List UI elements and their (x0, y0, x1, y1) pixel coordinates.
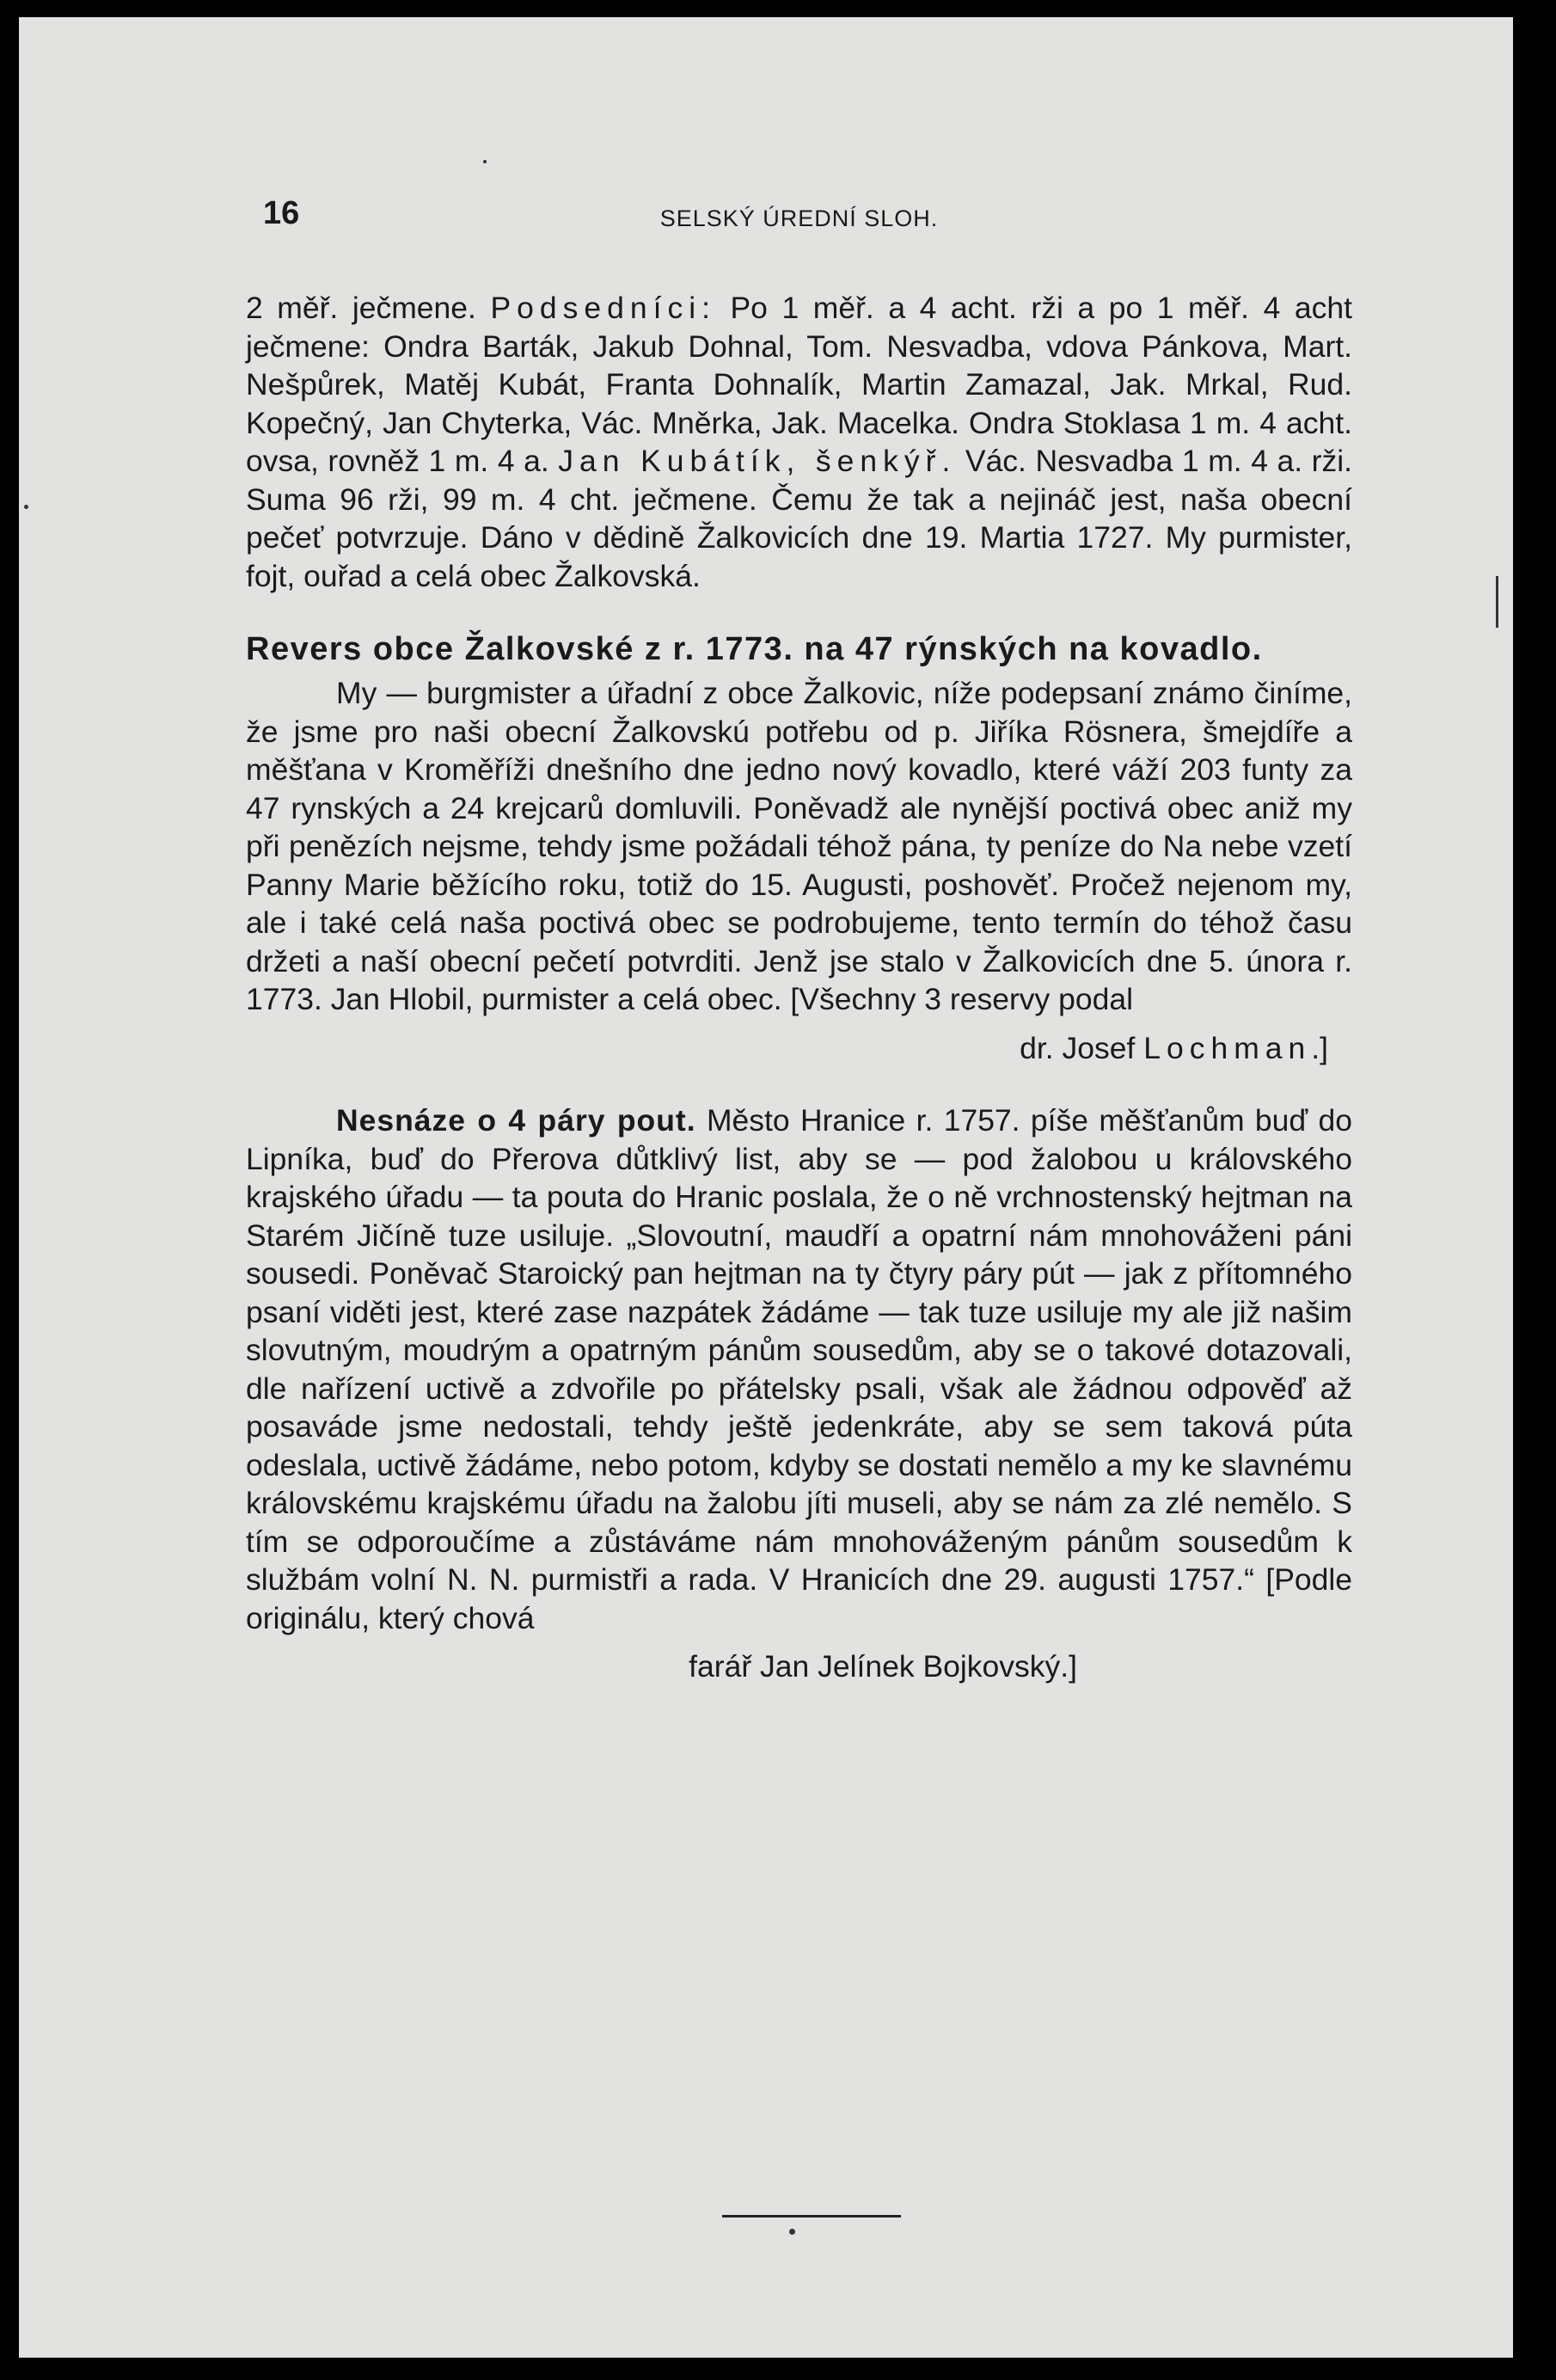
para1-body: Po 1 měř. a 4 acht. rži a po 1 měř. 4 acht ječmene: Ondra Barták, Jakub Dohnal, Tom. Nesvadba, vdova Pánkova, Mart. Nešpůrek, Matěj Kubát, Franta Dohnalík, Martin Zamazal, Jak. Mrkal, Rud. Kopečný, Jan Chyterka, Vác. Mněrka, Jak. Macelka. Ondra Stoklasa 1 m. 4 acht. ovsa, rovněž 1 m. 4 a. (246, 291, 1352, 478)
section-heading-revers: Revers obce Žalkovské z r. 1773. na 47 rýnských na kovadlo. (246, 631, 1263, 667)
signature-jelinek: farář Jan Jelínek Bojkovský.] (689, 1649, 1077, 1684)
running-title: SELSKÝ ÚREDNÍ SLOH. (659, 205, 939, 231)
ink-mark (1496, 576, 1498, 628)
end-rule (722, 2215, 901, 2217)
paragraph-revers: My — burgmister a úřadní z obce Žalkovic, níže podepsaní známo činíme, že jsme pro naši obecní Žalkovskú potřebu od p. Jiříka Rösnera, šmejdíře a měšťana v Kroměříži dnešního dne jedno nový kovadlo, které váží 203 funty za 47 rynských a 24 krejcarů domluvili. Poněvadž ale nynější poctivá obec aniž my při penězích nejsme, tehdy jsme požádali téhož pána, ty peníze do Na nebe vzetí Panny Marie běžícího roku, totiž do 15. Augusti, poshověť. Pročež nejenom my, ale i také celá naša poctivá obec se podrobujeme, tento termín do téhož času držeti a naší obecní pečetí potvrditi. Jenž jse stalo v Žalkovicích dne 5. února r. 1773. Jan Hlobil, purmister a celá obec. [Všechny 3 reservy podal (246, 676, 1352, 1016)
spaced-label-podsednici: Podsedníci: (490, 291, 716, 325)
spaced-name-kubatik: Jan Kubátík, šenkýř. (558, 444, 957, 478)
text-column (246, 194, 1352, 1721)
book-page (19, 17, 1513, 2358)
sig-lochman-c: .] (1311, 1030, 1328, 1065)
para1-lead: 2 měř. ječmene. (246, 291, 491, 325)
signature-lochman (246, 1029, 1352, 1068)
ink-speck (483, 160, 487, 163)
para1-tail: Vác. Nesvadba 1 m. 4 a. rži. Suma 96 rži, 99 m. 4 cht. ječmene. Čemu že tak a nejináč jest, naša obecní pečeť potvrzuje. Dáno v dědině Žalkovicích dne 19. Martia 1727. My purmister, fojt, ouřad a celá obec Žalkovská. (246, 444, 1352, 593)
ink-speck (24, 505, 28, 509)
sig-lochman-a: dr. Josef (1020, 1030, 1144, 1065)
paragraph-podsednici (246, 289, 1352, 595)
page-number: 16 (263, 195, 300, 231)
run-in-heading-nesnaze: Nesnáze o 4 páry pout. (336, 1103, 696, 1138)
sig-lochman-b: Lochman (1143, 1030, 1312, 1065)
paragraph-nesnaze (246, 1101, 1352, 1637)
running-head (246, 194, 1352, 246)
paragraph-nesnaze-body: Město Hranice r. 1757. píše měšťanům buď do Lipníka, buď do Přerova důtklivý list, aby se — pod žalobou u královského krajského úřadu — ta pouta do Hranic poslala, že o ně vrchnostenský hejtman na Starém Jičíně tuze usiluje. „Slovoutní, maudří a opatrní nám mnohováženi páni sousedi. Poněvač Staroický pan hejtman na ty čtyry páry pút — jak z přítomného psaní viděti jest, které zase nazpátek žádáme — tak tuze usiluje my ale již našim slovutným, moudrým a opatrným pánům sousedům, aby se o takové dotazovali, dle nařízení uctivě a zdvořile po přátelsky psali, však ale žádnou odpověď až posaváde jsme nedostali, tehdy ještě jedenkráte, aby se sem taková púta odeslala, uctivě žádáme, nebo potom, kdyby se dostati nemělo a my ke slavnému královskému krajskému úřadu na žalobu jíti museli, aby se nám za zlé nemělo. S tím se odporoučíme a zůstáváme nám mnohováženým pánům sousedům k službám volní N. N. purmistři a rada. V Hranicích dne 29. augusti 1757.“ [Podle originálu, který chová (246, 1103, 1352, 1635)
ink-speck (789, 2229, 795, 2235)
